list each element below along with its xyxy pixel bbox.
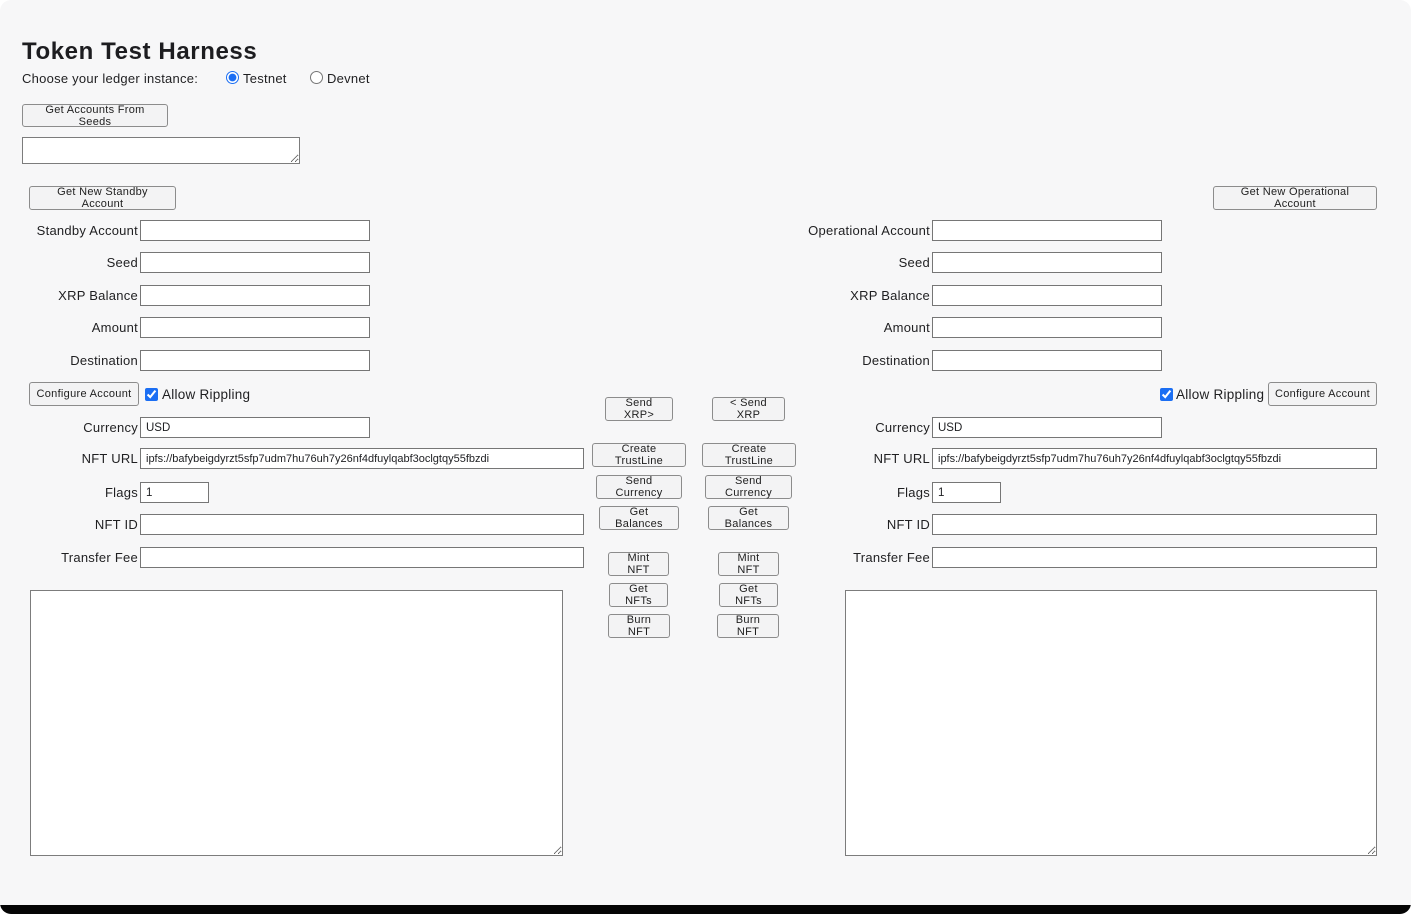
- standby-send-currency-button[interactable]: Send Currency: [596, 475, 682, 499]
- standby-configure-account-button[interactable]: Configure Account: [29, 382, 139, 406]
- operational-destination-input[interactable]: [932, 350, 1162, 371]
- operational-nft-url-label: NFT URL: [873, 451, 930, 466]
- operational-send-currency-button[interactable]: Send Currency: [705, 475, 792, 499]
- standby-nft-id-input[interactable]: [140, 514, 584, 535]
- devnet-radio[interactable]: [310, 71, 323, 84]
- standby-flags-input[interactable]: [140, 482, 209, 503]
- standby-results-textarea[interactable]: [30, 590, 563, 856]
- operational-mint-nft-button[interactable]: Mint NFT: [718, 552, 779, 576]
- operational-transfer-fee-label: Transfer Fee: [853, 550, 930, 565]
- standby-get-balances-button[interactable]: Get Balances: [599, 506, 679, 530]
- standby-nft-id-label: NFT ID: [94, 517, 138, 532]
- operational-allow-rippling-checkbox[interactable]: [1160, 388, 1173, 401]
- operational-send-xrp-button[interactable]: < Send XRP: [712, 397, 785, 421]
- operational-amount-label: Amount: [883, 320, 930, 335]
- standby-seed-input[interactable]: [140, 252, 370, 273]
- operational-nft-id-label: NFT ID: [886, 517, 930, 532]
- operational-flags-label: Flags: [896, 485, 930, 500]
- operational-burn-nft-button[interactable]: Burn NFT: [717, 614, 779, 638]
- operational-results-textarea[interactable]: [845, 590, 1377, 856]
- standby-seed-label: Seed: [106, 255, 138, 270]
- ledger-instance-prompt: Choose your ledger instance:: [22, 70, 199, 86]
- get-accounts-from-seeds-button[interactable]: Get Accounts From Seeds: [22, 104, 168, 127]
- operational-get-balances-button[interactable]: Get Balances: [708, 506, 789, 530]
- standby-nft-url-label: NFT URL: [81, 451, 138, 466]
- operational-xrp-balance-input[interactable]: [932, 285, 1162, 306]
- standby-nft-url-input[interactable]: [140, 448, 584, 469]
- devnet-radio-label: Devnet: [327, 70, 370, 86]
- operational-currency-label: Currency: [875, 420, 930, 435]
- standby-flags-label: Flags: [104, 485, 138, 500]
- operational-seed-label: Seed: [898, 255, 930, 270]
- operational-destination-label: Destination: [862, 353, 930, 368]
- standby-xrp-balance-label: XRP Balance: [58, 288, 138, 303]
- operational-allow-rippling-label: Allow Rippling: [1176, 386, 1265, 402]
- operational-account-label: Operational Account: [808, 223, 930, 238]
- window-bottom-bar: [0, 905, 1411, 914]
- standby-burn-nft-button[interactable]: Burn NFT: [608, 614, 670, 638]
- testnet-radio-label: Testnet: [243, 70, 287, 86]
- get-new-operational-account-button[interactable]: Get New Operational Account: [1213, 186, 1377, 210]
- operational-currency-input[interactable]: [932, 417, 1162, 438]
- operational-create-trustline-button[interactable]: Create TrustLine: [702, 443, 796, 467]
- page-title: Token Test Harness: [22, 38, 258, 66]
- seeds-textarea[interactable]: [22, 137, 300, 164]
- operational-amount-input[interactable]: [932, 317, 1162, 338]
- standby-transfer-fee-input[interactable]: [140, 547, 584, 568]
- standby-currency-label: Currency: [83, 420, 138, 435]
- operational-flags-input[interactable]: [932, 482, 1001, 503]
- standby-amount-label: Amount: [91, 320, 138, 335]
- standby-amount-input[interactable]: [140, 317, 370, 338]
- operational-seed-input[interactable]: [932, 252, 1162, 273]
- operational-xrp-balance-label: XRP Balance: [850, 288, 930, 303]
- standby-xrp-balance-input[interactable]: [140, 285, 370, 306]
- standby-send-xrp-button[interactable]: Send XRP>: [605, 397, 673, 421]
- standby-allow-rippling-checkbox[interactable]: [145, 388, 158, 401]
- operational-nft-url-input[interactable]: [932, 448, 1377, 469]
- operational-nft-id-input[interactable]: [932, 514, 1377, 535]
- get-new-standby-account-button[interactable]: Get New Standby Account: [29, 186, 176, 210]
- operational-get-nfts-button[interactable]: Get NFTs: [719, 583, 778, 607]
- standby-create-trustline-button[interactable]: Create TrustLine: [592, 443, 686, 467]
- standby-transfer-fee-label: Transfer Fee: [61, 550, 138, 565]
- standby-account-label: Standby Account: [36, 223, 138, 238]
- standby-destination-input[interactable]: [140, 350, 370, 371]
- testnet-radio[interactable]: [226, 71, 239, 84]
- standby-destination-label: Destination: [70, 353, 138, 368]
- standby-account-input[interactable]: [140, 220, 370, 241]
- standby-currency-input[interactable]: [140, 417, 370, 438]
- standby-allow-rippling-label: Allow Rippling: [162, 386, 251, 402]
- standby-mint-nft-button[interactable]: Mint NFT: [608, 552, 669, 576]
- operational-account-input[interactable]: [932, 220, 1162, 241]
- standby-get-nfts-button[interactable]: Get NFTs: [609, 583, 668, 607]
- operational-configure-account-button[interactable]: Configure Account: [1268, 382, 1377, 406]
- operational-transfer-fee-input[interactable]: [932, 547, 1377, 568]
